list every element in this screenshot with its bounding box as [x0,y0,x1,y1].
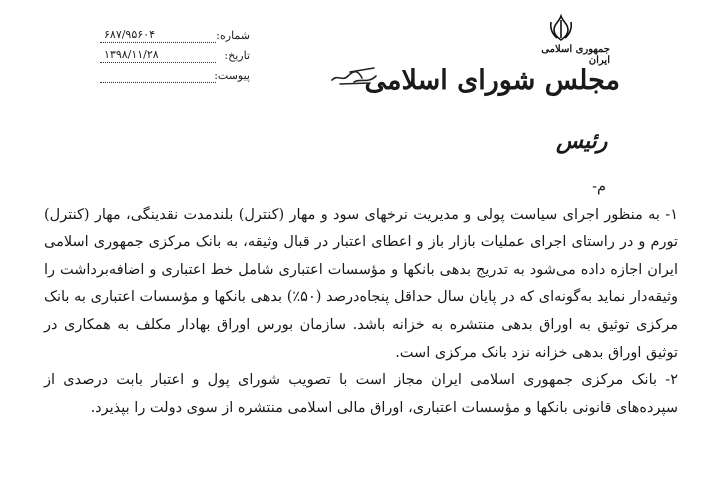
letter-meta [100,28,250,88]
letter-attachment-row [100,68,250,88]
paragraph-2: ۲- بانک مرکزی جمهوری اسلامی ایران مجاز است با تصویب شورای پول و اعتبار بابت درصدی از سپرده‌های قانونی بانکها و مؤسسات اعتباری، اوراق مالی اسلامی منتشره از سوی دولت را بپذیرد. [44,372,678,416]
letter-date-line [100,62,216,63]
letter-date-row [100,48,250,68]
letter-attachment-label: پیوست: [214,69,250,82]
emblem-icon [548,14,574,42]
letter-number-value: ۶۸۷/۹۵۶۰۴ [104,28,155,41]
paragraph-1: ۱- به منظور اجرای سیاست پولی و مدیریت نرخهای سود و مهار (کنترل) بلندمدت نقدینگی، مهار (کنترل) تورم و در راستای اجرای عملیات بازار باز و اعطای اعتبار در قبال وثیقه، به بانک مرکزی جمهوری اسلامی ایران اجازه داده می‌شود به تدریج بدهی بانکها و مؤسسات اعتباری شامل خط اعتباری و اضافه‌برداشت را وثیقه‌دار نماید به‌گونه‌ای که در پایان سال حداقل پنجاه‌درصد (۵۰٪) بدهی بانکها و مؤسسات اعتباری به بانک مرکزی توثیق به اوراق بدهی منتشره به خزانه باشد. سازمان بورس اوراق بهادار مکلف به همکاری در توثیق اوراق بدهی خزانه نزد بانک مرکزی است. [44,206,678,361]
letter-number-row [100,28,250,48]
letter-number-line [100,42,216,43]
letter-date-label: تاریخ: [224,49,250,62]
office-title: رئیس [556,128,608,154]
letter-date-value: ۱۳۹۸/۱۱/۲۸ [104,48,159,61]
republic-title: جمهوری اسلامی ایران [541,44,610,66]
letter-number-label: شماره: [216,29,250,42]
salutation-mark: م- [592,179,606,195]
letter-body [44,174,678,422]
letter-attachment-line [100,82,216,83]
majlis-title: مجلس شورای اسلامی [364,65,620,96]
letterhead [364,44,620,96]
